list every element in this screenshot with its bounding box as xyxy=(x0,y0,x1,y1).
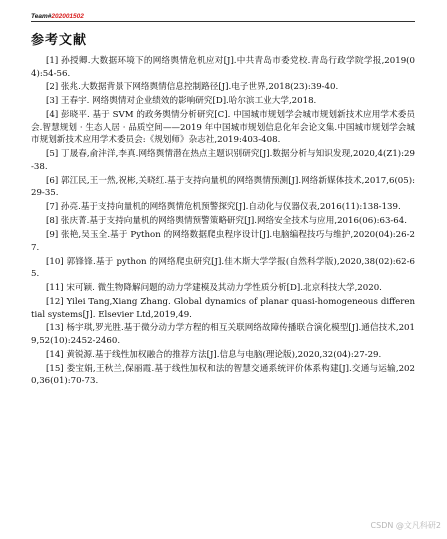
reference-item-7: [7] 孙亮.基于支持向量机的网络舆情危机预警探究[J].自动化与仪器仪表,2016(11):138-139. xyxy=(46,202,401,213)
team-tag xyxy=(31,13,84,20)
csdn-watermark: CSDN @文凡科研2 xyxy=(370,521,441,530)
reference-item-1: [1] 孙授卿.大数据环境下的网络舆情危机应对[J].中共青岛市委党校.青岛行政学院学报,2019(04):54-56. xyxy=(31,56,415,79)
reference-item-2: [2] 张兆.大数据背景下网络舆情信息控制路径[J].电子世界,2018(23):39-40. xyxy=(46,82,339,93)
team-prefix: Team# xyxy=(31,13,52,20)
reference-item-5: [5] 丁晟春,俞沣洋,李真.网络舆情潜在热点主题识别研究[J].数据分析与知识发现,2020,4(Z1):29-38. xyxy=(31,149,415,172)
reference-item-11: [11] 宋可颖. 微生物降解问题的动力学建模及其动力学性质分析[D].北京科技大学,2020. xyxy=(46,283,382,294)
page-title: 参考文献 xyxy=(31,33,88,48)
reference-item-3: [3] 王春宇. 网络舆情对企业绩效的影响研究[D].哈尔滨工业大学,2018. xyxy=(46,96,317,107)
reference-item-4: [4] 彭晓平. 基于 SVM 的政务舆情分析研究[C]. 中国城市规划学会城市规划新技术应用学术委员会.智慧规划 · 生态人居 · 品质空间——2019 年中国城市规划信息化年会论文集.中国城市规划学会城市规划新技术应用学术委员会:《规划师》杂志社,2019:403-408. xyxy=(31,110,415,146)
reference-item-9: [9] 张艳,吴玉全.基于 Python 的网络数据爬虫程序设计[J].电脑编程技巧与维护,2020(04):26-27. xyxy=(31,230,415,253)
team-id: 202001502 xyxy=(51,13,84,20)
reference-item-15: [15] 娄宝娟,王秋兰,保丽霞.基于线性加权和法的智慧交通系统评价体系构建[J].交通与运输,2020,36(01):70-73. xyxy=(31,363,415,387)
reference-item-6: [6] 郭江民,王一然,祝彬,关晓红.基于支持向量机的网络舆情预测[J].网络新媒体技术,2017,6(05):29-35. xyxy=(31,175,415,199)
reference-item-10: [10] 郭锋锋.基于 python 的网络爬虫研究[J].佳木斯大学学报(自然科学版),2020,38(02):62-65. xyxy=(31,256,415,280)
reference-list xyxy=(31,55,415,389)
reference-item-13: [13] 杨宇琪,罗光胜.基于微分动力学方程的相互关联网络故障传播联合演化模型[J].通信技术,2019,52(10):2452-2460. xyxy=(31,323,415,347)
reference-item-12: [12] Yilei Tang,Xiang Zhang. Global dynamics of planar quasi-homogeneous differential systems[J]. Elsevier Ltd,2019,49. xyxy=(31,296,415,320)
reference-item-8: [8] 张庆菁.基于支持向量机的网络舆情预警策略研究[J].网络安全技术与应用,2016(06):63-64. xyxy=(46,216,407,227)
header-divider xyxy=(31,21,415,22)
reference-item-14: [14] 黄锐源.基于线性加权融合的推荐方法[J].信息与电脑(理论版),2020,32(04):27-29. xyxy=(46,349,382,360)
